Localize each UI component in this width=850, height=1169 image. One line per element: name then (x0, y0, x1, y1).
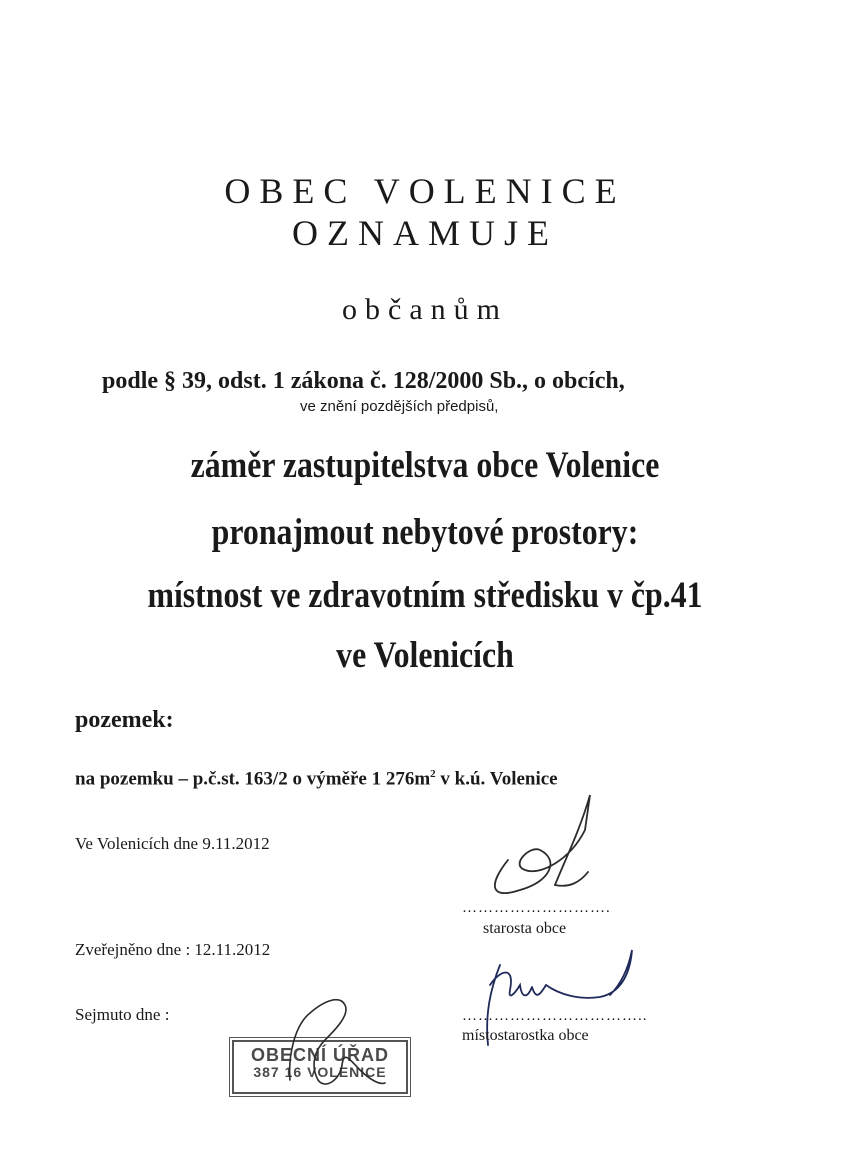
stamp-line-1: OBECNÍ ÚŘAD (250, 1045, 389, 1065)
mayor-signature (480, 790, 600, 900)
deputy-signature-line: …………………………….. (462, 1008, 648, 1024)
intent-line-3: místnost ve zdravotním středisku v čp.41 (147, 575, 703, 616)
stamp-signature (280, 985, 390, 1095)
issue-date: Ve Volenicích dne 9.11.2012 (75, 834, 270, 853)
stamp-line-2: 387 16 VOLENICE (253, 1063, 387, 1080)
law-amendment-note: ve znění pozdějších předpisů, (300, 398, 499, 415)
parcel-heading: pozemek: (75, 707, 174, 733)
law-reference: podle § 39, odst. 1 zákona č. 128/2000 Sb., o obcích, (102, 368, 625, 394)
parcel-detail-main: na pozemku – p.č.st. 163/2 o výměře 1 276m (75, 768, 431, 790)
parcel-detail (75, 768, 558, 790)
parcel-detail-tail: v k.ú. Volenice (435, 768, 558, 790)
announces-heading: OZNAMUJE (292, 213, 558, 253)
addressee-heading: občanům (342, 293, 508, 326)
deputy-role: místostarostka obce (462, 1027, 589, 1044)
mayor-signature-line: ………………………. (462, 900, 611, 916)
municipality-title: OBEC VOLENICE (224, 171, 626, 211)
removed-date: Sejmuto dne : (75, 1005, 170, 1024)
parcel-detail-superscript: 2 (430, 768, 436, 780)
intent-line-2: pronajmout nebytové prostory: (211, 512, 639, 553)
mayor-role: starosta obce (483, 920, 567, 937)
intent-line-4: ve Volenicích (336, 635, 514, 676)
published-date: Zveřejněno dne : 12.11.2012 (75, 940, 271, 959)
intent-line-1: záměr zastupitelstva obce Volenice (190, 445, 660, 486)
